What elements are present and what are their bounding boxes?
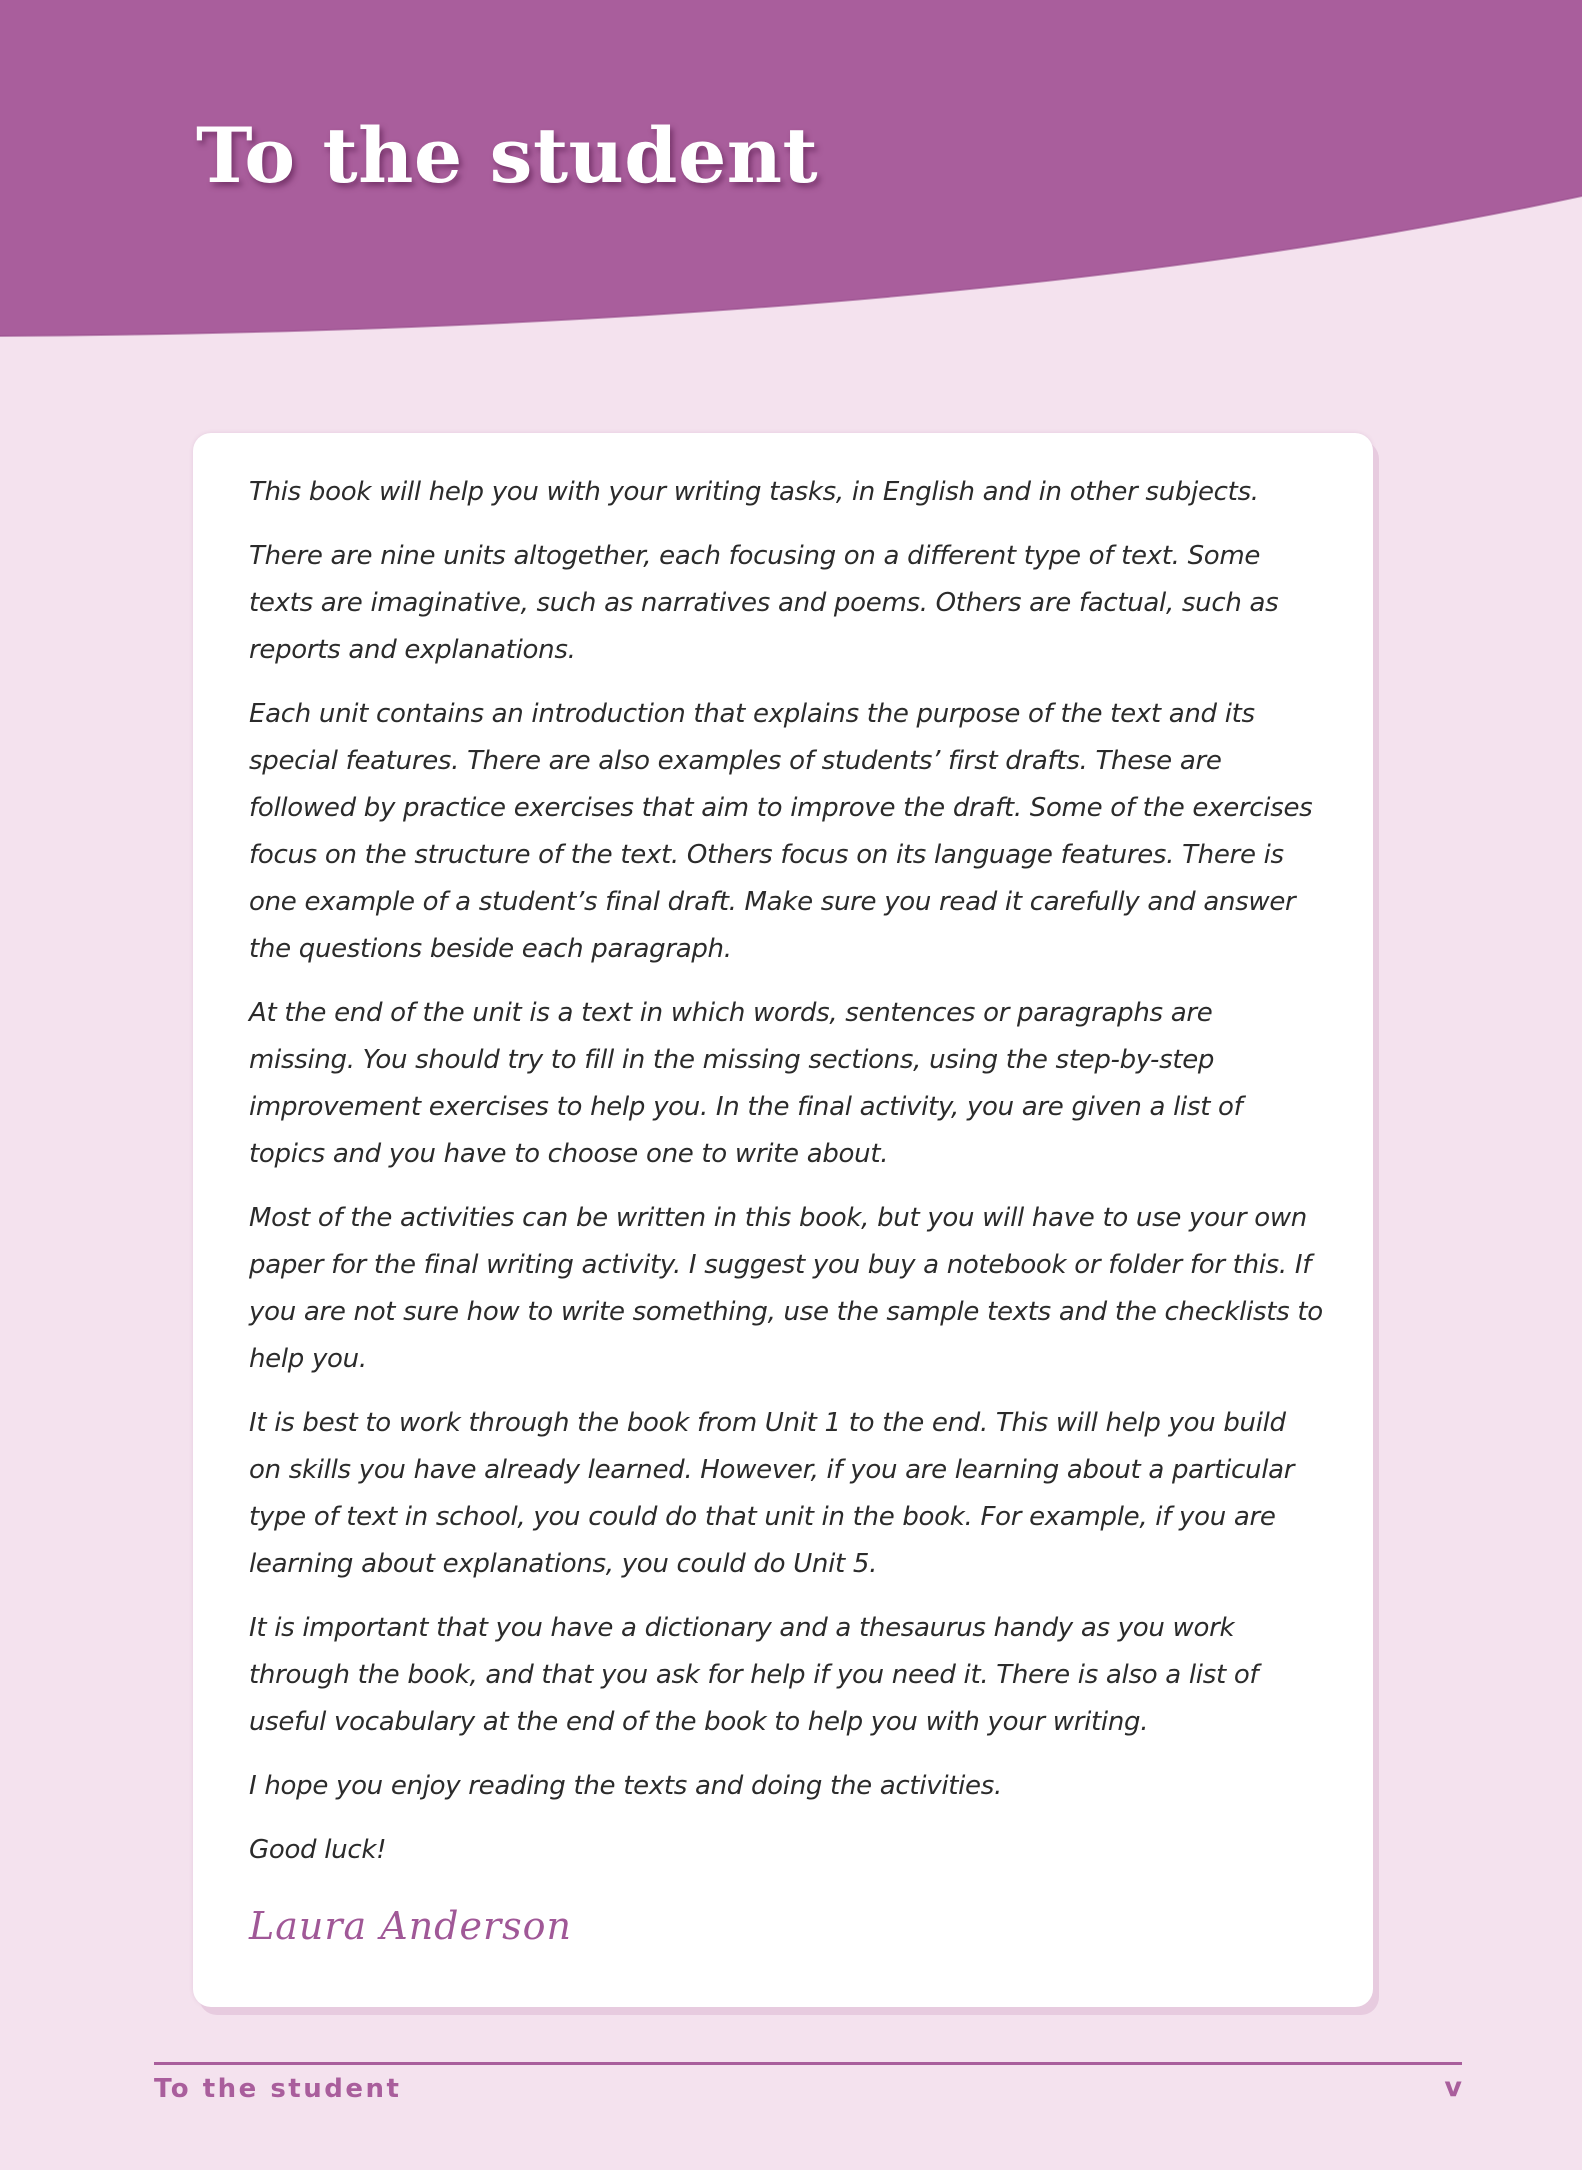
paragraph-end-of-unit: At the end of the unit is a text in which words, sentences or paragraphs are missing. You should try to fill in the missing sections, using the step-by-step improvement exercises to help you. In the final activity, you are given a list of topics and you have to choose one to write about.	[249, 998, 1243, 1169]
paragraph-intro: This book will help you with your writing tasks, in English and in other subjects.	[249, 477, 1259, 507]
paragraph-activities: Most of the activities can be written in this book, but you will have to use your own paper for the final writing activity. I suggest you buy a notebook or folder for this. If you are not sure how to write something, use the sample texts and the checklists to help you.	[249, 1203, 1323, 1374]
paragraph-unit-contents: Each unit contains an introduction that explains the purpose of the text and its special features. There are also examples of students’ first drafts. These are followed by practice exercises that aim to improve the draft. Some of the exercises focus on the structure of the text. Others focus on its language features. There is one example of a student’s final draft. Make sure you read it carefully and answer the questions beside each paragraph.	[249, 699, 1313, 964]
paragraph-enjoy: I hope you enjoy reading the texts and doing the activities.	[249, 1771, 1002, 1801]
paragraph-units: There are nine units altogether, each focusing on a different type of text. Some texts are imaginative, such as narratives and poems. Others are factual, such as reports and explanations.	[249, 541, 1279, 665]
paragraph-dictionary: It is important that you have a dictionary and a thesaurus handy as you work through the book, and that you ask for help if you need it. There is also a list of useful vocabulary at the end of the book to help you with your writing.	[249, 1613, 1259, 1737]
paragraph-good-luck: Good luck!	[249, 1835, 387, 1865]
footer-divider	[154, 2062, 1462, 2065]
content-card	[193, 433, 1373, 2007]
paragraph-work-order: It is best to work through the book from Unit 1 to the end. This will help you build on skills you have already learned. However, if you are learning about a particular type of text in school, you could do that unit in the book. For example, if you are learning about explanations, you could do Unit 5.	[249, 1408, 1295, 1579]
author-signature: Laura Anderson	[249, 1904, 573, 1948]
footer-section-title: To the student	[154, 2074, 402, 2104]
page-title: To the student	[196, 111, 819, 200]
page-number: v	[1444, 2072, 1462, 2103]
